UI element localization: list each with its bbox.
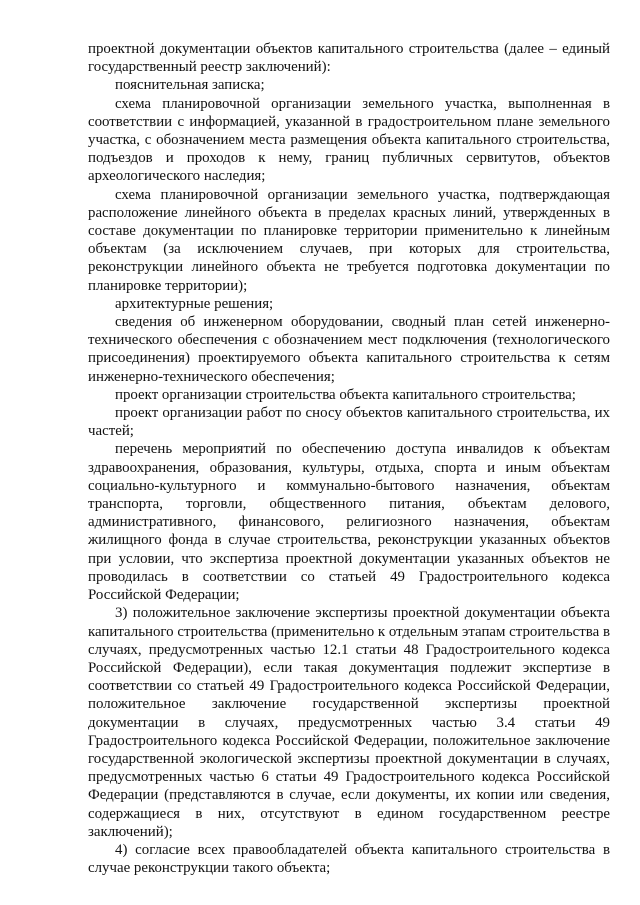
paragraph-land-plot-scheme: схема планировочной организации земельного участка, выполненная в соответствии с информацией, указанной в градостроительном плане земельного участка, с обозначением места размещения объекта капитального строительства, подъездов и проходов к нему, границ публичных сервитутов, объектов археологического наследия; [88, 95, 610, 185]
paragraph-item-3-expertise: 3) положительное заключение экспертизы проектной документации объекта капитального строительства (применительно к отдельным этапам строительства в случаях, предусмотренных частью 12.1 статьи 48 Градостроительного кодекса Российской Федерации), если такая документация подлежит экспертизе в соответствии со статьей 49 Градостроительного кодекса Российской Федерации, положительное заключение государственной экспертизы проектной документации в случаях, предусмотренных частью 3.4 статьи 49 Градостроительного кодекса Российской Федерации, положительное заключение государственной экологической экспертизы проектной документации в случаях, предусмотренных частью 6 статьи 49 Градостроительного кодекса Российской Федерации (представляются в случае, если документы, их копии или сведения, содержащиеся в них, отсутствуют в едином государственном реестре заключений); [88, 605, 610, 840]
paragraph-construction-organization: проект организации строительства объекта капитального строительства; [115, 386, 576, 403]
paragraph-engineering-equipment: сведения об инженерном оборудовании, сводный план сетей инженерно-технического обеспечения с обозначением мест подключения (технологического присоединения) проектируемого объекта капитального строительства к сетям инженерно-технического обеспечения; [88, 314, 610, 385]
paragraph-accessibility-measures: перечень мероприятий по обеспечению доступа инвалидов к объектам здравоохранения, образования, культуры, отдыха, спорта и иным объектам социально-культурного и коммунально-бытового назначения, объектам транспорта, торговли, общественного питания, объектам делового, административного, финансового, религиозного назначения, объектам жилищного фонда в случае строительства, реконструкции указанных объектов при условии, что экспертиза проектной документации указанных объектов не проводилась в соответствии со статьей 49 Градостроительного кодекса Российской Федерации; [88, 441, 610, 604]
paragraph-demolition-project: проект организации работ по сносу объектов капитального строительства, их частей; [88, 405, 610, 440]
paragraph-item-4-consent: 4) согласие всех правообладателей объекта капитального строительства в случае реконструкции такого объекта; [88, 841, 610, 877]
paragraph-linear-object-scheme: схема планировочной организации земельного участка, подтверждающая расположение линейного объекта в пределах красных линий, утвержденных в составе документации по планировке территории применительно к линейным объектам (за исключением случаев, при которых для строительства, реконструкции линейного объекта не требуется подготовка документации по планировке территории); [88, 186, 610, 294]
paragraph-architectural-solutions: архитектурные решения; [115, 295, 274, 312]
paragraph-registry-continuation: проектной документации объектов капитального строительства (далее – единый государственный реестр заключений): [88, 41, 610, 76]
paragraph-explanatory-note: пояснительная записка; [115, 77, 265, 94]
